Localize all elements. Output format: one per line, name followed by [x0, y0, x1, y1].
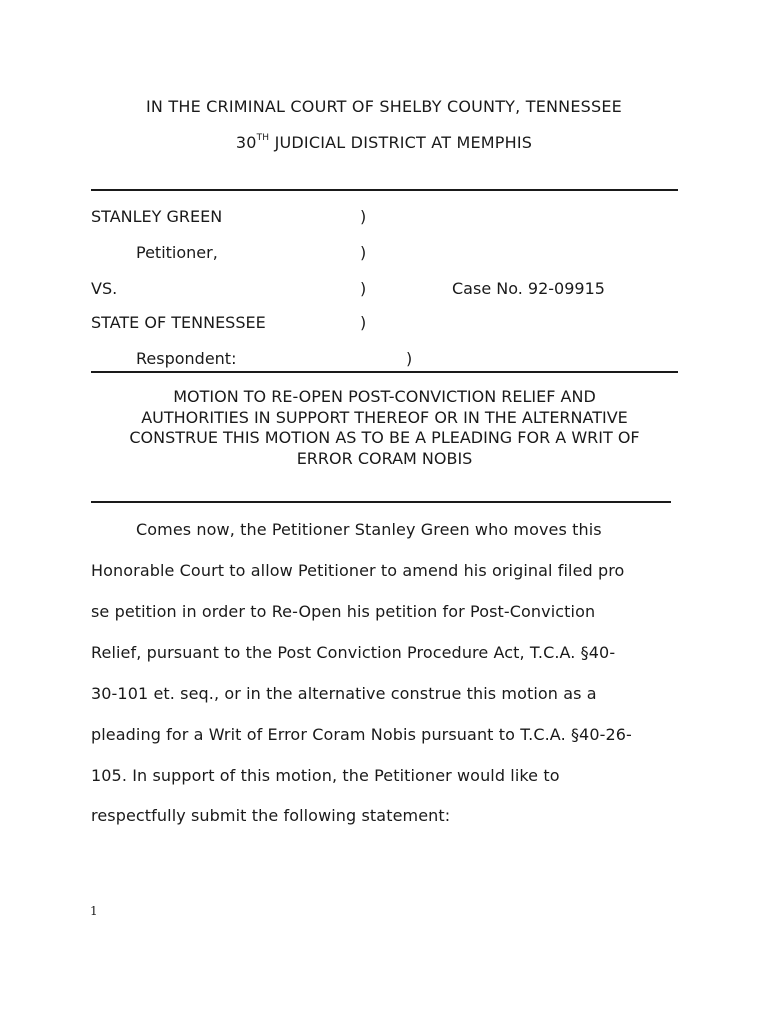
caption-paren: )	[360, 207, 367, 226]
body-line: respectfully submit the following statement:	[91, 806, 451, 825]
body-line: se petition in order to Re-Open his petition for Post-Conviction	[91, 602, 596, 621]
body-line: Honorable Court to allow Petitioner to amend his original filed pro	[91, 561, 625, 580]
respondent-role: Respondent:	[136, 349, 237, 368]
petitioner-role: Petitioner,	[136, 243, 218, 262]
body-line: 30-101 et. seq., or in the alternative construe this motion as a	[91, 684, 597, 703]
caption-paren: )	[360, 279, 367, 298]
title-underline	[91, 501, 671, 503]
motion-title	[91, 387, 678, 469]
motion-title-line: CONSTRUE THIS MOTION AS TO BE A PLEADING FOR A WRIT OF	[129, 428, 640, 447]
caption-paren: )	[360, 313, 367, 332]
body-line: Relief, pursuant to the Post Conviction Procedure Act, T.C.A. §40-	[91, 643, 616, 662]
court-name: IN THE CRIMINAL COURT OF SHELBY COUNTY, TENNESSEE	[146, 97, 622, 116]
judicial-district	[0, 133, 768, 152]
body-line: pleading for a Writ of Error Coram Nobis pursuant to T.C.A. §40-26-	[91, 725, 632, 744]
caption-bottom-rule	[91, 371, 678, 373]
district-rest: JUDICIAL DISTRICT AT MEMPHIS	[269, 133, 533, 152]
body-line: Comes now, the Petitioner Stanley Green who moves this	[136, 520, 602, 539]
district-suffix: TH	[256, 132, 270, 143]
page-number: 1	[90, 904, 98, 918]
body-line: 105. In support of this motion, the Petitioner would like to	[91, 766, 560, 785]
case-number: Case No. 92-09915	[452, 279, 605, 298]
petitioner-name: STANLEY GREEN	[91, 207, 223, 226]
motion-title-line: MOTION TO RE-OPEN POST-CONVICTION RELIEF AND	[173, 387, 596, 406]
respondent-name: STATE OF TENNESSEE	[91, 313, 266, 332]
motion-title-line: AUTHORITIES IN SUPPORT THEREOF OR IN THE ALTERNATIVE	[141, 407, 628, 427]
caption-paren: )	[360, 243, 367, 262]
versus: VS.	[91, 279, 118, 298]
motion-title-line: ERROR CORAM NOBIS	[296, 448, 473, 468]
district-number: 30	[235, 133, 257, 152]
caption-top-rule	[91, 189, 678, 191]
caption-paren: )	[406, 349, 413, 368]
